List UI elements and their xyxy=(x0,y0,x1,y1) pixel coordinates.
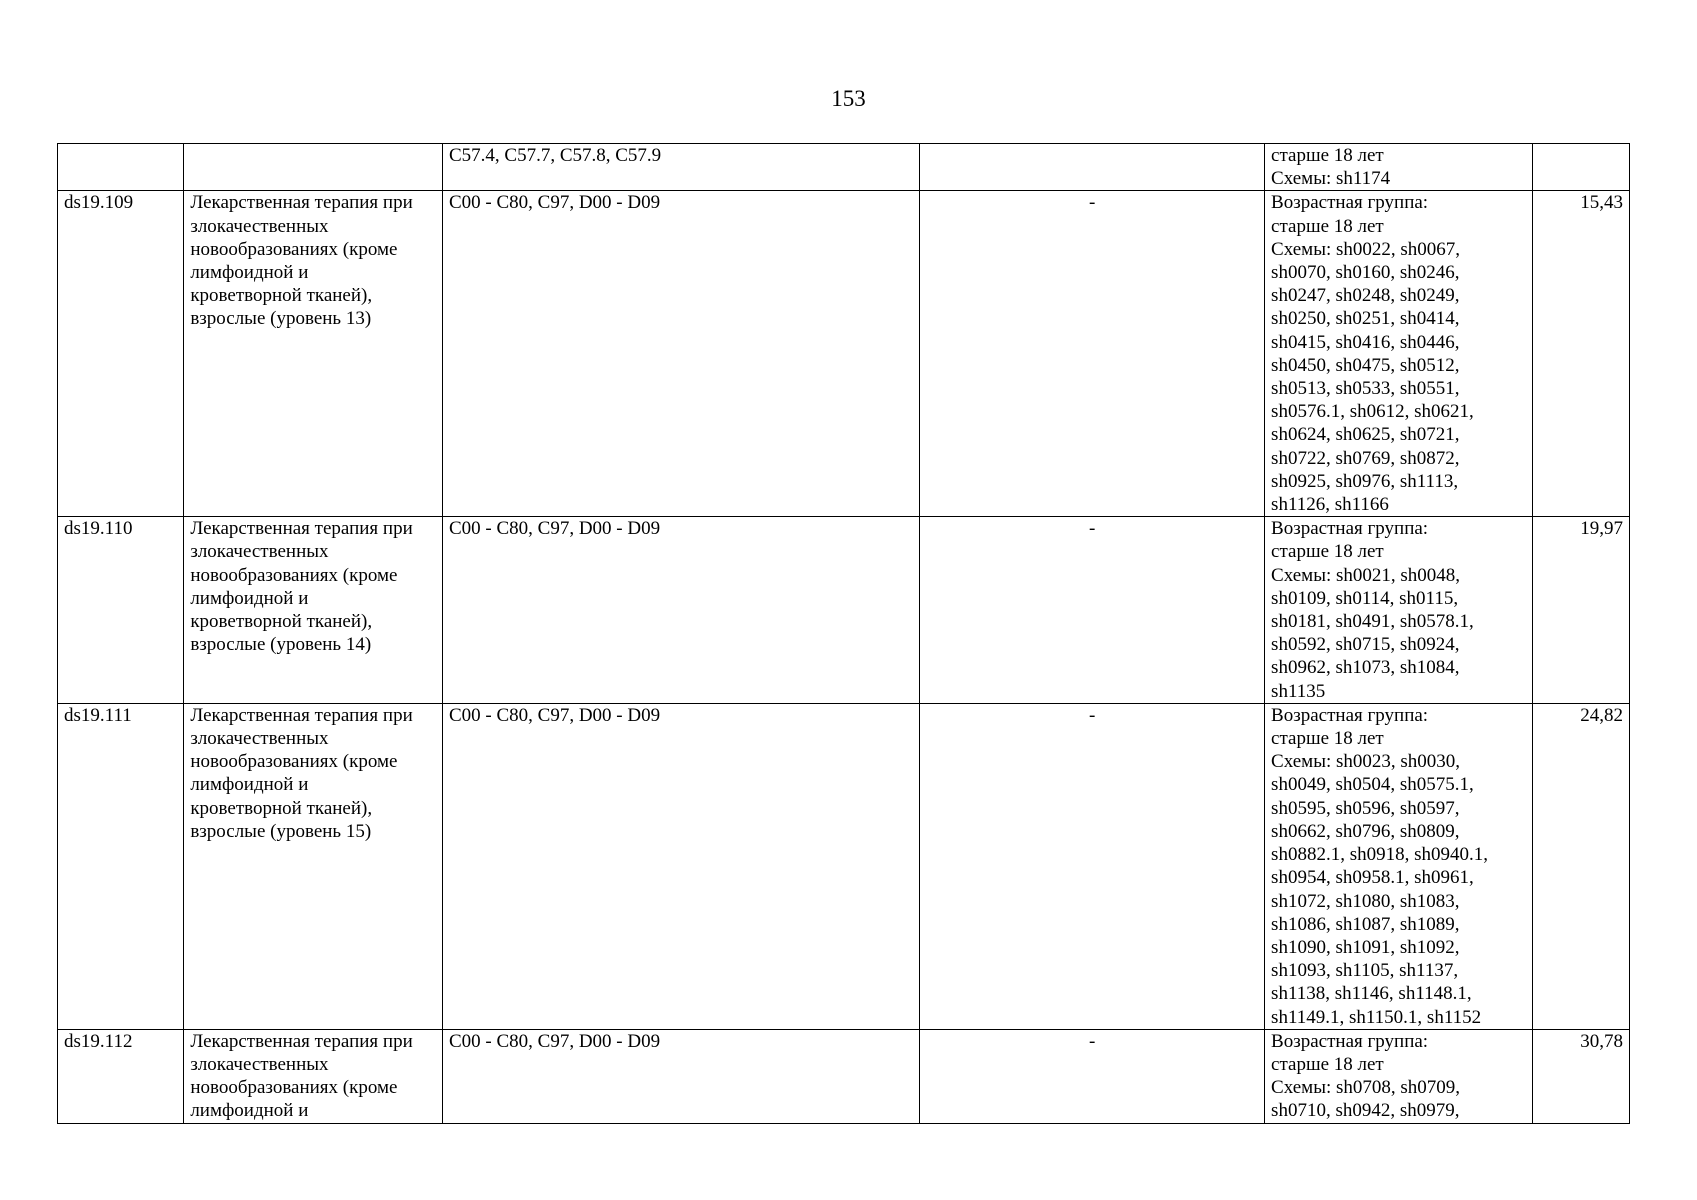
row-extra: - xyxy=(920,703,1265,1029)
row-coefficient xyxy=(1532,144,1629,191)
table-row xyxy=(58,191,1630,517)
table-row xyxy=(58,1029,1630,1123)
row-name: Лекарственная терапия при злокачественных новообразованиях (кроме лимфоидной и кроветворной тканей), взрослые (уровень 13) xyxy=(184,191,443,517)
row-code: ds19.111 xyxy=(58,703,184,1029)
row-extra: - xyxy=(920,517,1265,704)
row-extra: - xyxy=(920,191,1265,517)
row-coefficient: 30,78 xyxy=(1532,1029,1629,1123)
row-name: Лекарственная терапия при злокачественных новообразованиях (кроме лимфоидной и кроветворной тканей), взрослые (уровень 14) xyxy=(184,517,443,704)
page-number: 153 xyxy=(831,86,866,111)
row-criteria: Возрастная группа: старше 18 лет Схемы: sh0022, sh0067, sh0070, sh0160, sh0246, sh0247, sh0248, sh0249, sh0250, sh0251, sh0414, sh0415, sh0416, sh0446, sh0450, sh0475, sh0512, sh0513, sh0533, sh0551, sh0576.1, sh0612, sh0621, sh0624, sh0625, sh0721, sh0722, sh0769, sh0872, sh0925, sh0976, sh1113, sh1126, sh1166 xyxy=(1265,191,1533,517)
row-name xyxy=(184,144,443,191)
tariff-table xyxy=(57,143,1630,1124)
row-criteria: Возрастная группа: старше 18 лет Схемы: sh0023, sh0030, sh0049, sh0504, sh0575.1, sh0595, sh0596, sh0597, sh0662, sh0796, sh0809, sh0882.1, sh0918, sh0940.1, sh0954, sh0958.1, sh0961, sh1072, sh1080, sh1083, sh1086, sh1087, sh1089, sh1090, sh1091, sh1092, sh1093, sh1105, sh1137, sh1138, sh1146, sh1148.1, sh1149.1, sh1150.1, sh1152 xyxy=(1265,703,1533,1029)
row-criteria: старше 18 лет Схемы: sh1174 xyxy=(1265,144,1533,191)
row-criteria: Возрастная группа: старше 18 лет Схемы: sh0708, sh0709, sh0710, sh0942, sh0979, xyxy=(1265,1029,1533,1123)
row-code: ds19.112 xyxy=(58,1029,184,1123)
table-row xyxy=(58,144,1630,191)
row-code: ds19.109 xyxy=(58,191,184,517)
row-coefficient: 15,43 xyxy=(1532,191,1629,517)
row-code xyxy=(58,144,184,191)
row-name: Лекарственная терапия при злокачественных новообразованиях (кроме лимфоидной и xyxy=(184,1029,443,1123)
row-icd-codes: C00 - C80, C97, D00 - D09 xyxy=(442,1029,919,1123)
row-criteria: Возрастная группа: старше 18 лет Схемы: sh0021, sh0048, sh0109, sh0114, sh0115, sh0181, sh0491, sh0578.1, sh0592, sh0715, sh0924, sh0962, sh1073, sh1084, sh1135 xyxy=(1265,517,1533,704)
row-coefficient: 24,82 xyxy=(1532,703,1629,1029)
row-icd-codes: C00 - C80, C97, D00 - D09 xyxy=(442,703,919,1029)
row-extra xyxy=(920,144,1265,191)
row-icd-codes: C00 - C80, C97, D00 - D09 xyxy=(442,517,919,704)
table-row xyxy=(58,703,1630,1029)
row-icd-codes: C57.4, C57.7, C57.8, C57.9 xyxy=(442,144,919,191)
row-code: ds19.110 xyxy=(58,517,184,704)
row-name: Лекарственная терапия при злокачественных новообразованиях (кроме лимфоидной и кроветворной тканей), взрослые (уровень 15) xyxy=(184,703,443,1029)
row-extra: - xyxy=(920,1029,1265,1123)
row-icd-codes: C00 - C80, C97, D00 - D09 xyxy=(442,191,919,517)
table-row xyxy=(58,517,1630,704)
row-coefficient: 19,97 xyxy=(1532,517,1629,704)
